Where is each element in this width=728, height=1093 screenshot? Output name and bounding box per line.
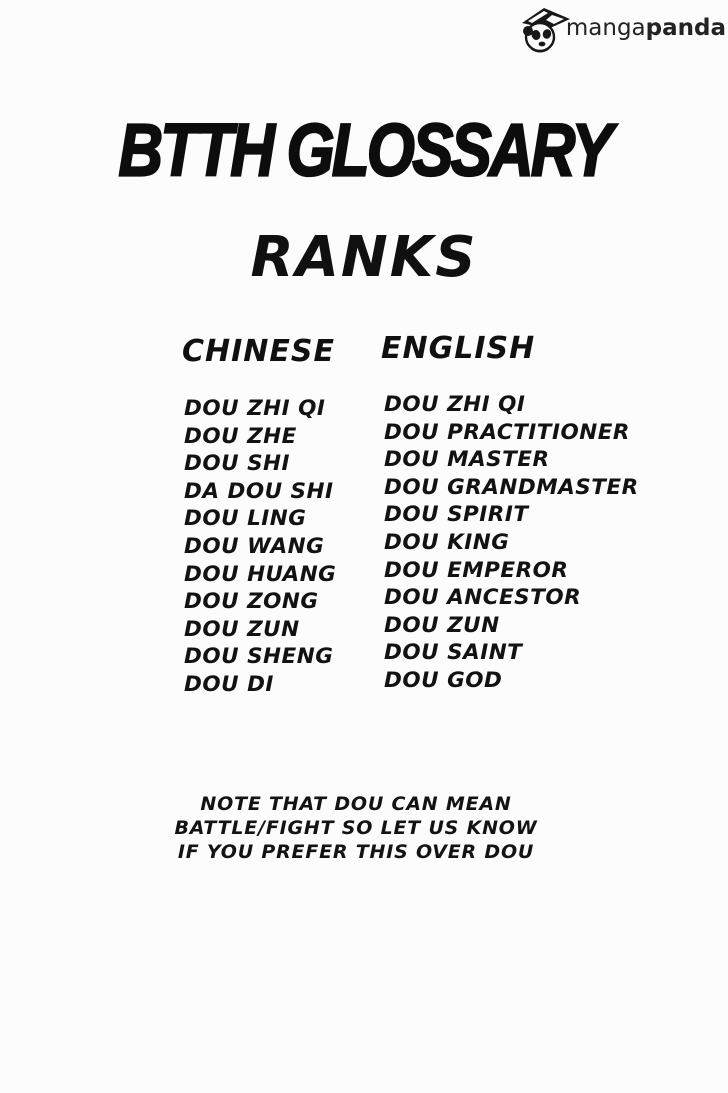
rank-item-english: DOU ZHI QI [384, 392, 526, 417]
rank-item-english: DOU ANCESTOR [384, 585, 582, 611]
rank-item-english: DOU GRANDMASTER [384, 474, 639, 500]
note-line: IF YOU PREFER THIS OVER DOU [177, 841, 535, 863]
rank-item-english: DOU ZUN [384, 612, 500, 638]
mangapanda-logo [514, 6, 726, 56]
section-subtitle: RANKS [250, 225, 478, 290]
rank-item-chinese: DOU WANG [184, 533, 325, 559]
rank-item-chinese: DA DOU SHI [184, 478, 334, 504]
rank-item-chinese: DOU LING [184, 506, 307, 532]
page-title-text: BTTH GLOSSARY [118, 108, 610, 192]
note-line: BATTLE/FIGHT SO LET US KNOW [174, 817, 538, 839]
logo-text-manga: manga [565, 15, 646, 41]
rank-item-chinese: DOU SHI [184, 451, 291, 477]
rank-item-chinese: DOU DI [184, 671, 274, 697]
note-line: NOTE THAT DOU CAN MEAN [200, 793, 512, 815]
rank-item-english: DOU MASTER [384, 447, 550, 473]
rank-item-chinese: DOU HUANG [184, 561, 337, 587]
page-title [0, 108, 728, 192]
rank-item-english: DOU KING [384, 529, 510, 555]
rank-item-chinese: DOU SHENG [184, 644, 334, 670]
column-header-chinese: CHINESE [182, 334, 335, 369]
translator-note [0, 792, 712, 864]
column-header-english: ENGLISH [381, 331, 536, 366]
panda-with-hat-icon [514, 7, 572, 55]
rank-item-english: DOU SAINT [384, 640, 523, 666]
rank-item-english: DOU PRACTITIONER [384, 419, 630, 445]
english-rank-list [384, 391, 639, 695]
rank-item-english: DOU GOD [384, 667, 503, 693]
rank-item-chinese: DOU ZUN [184, 616, 300, 642]
rank-item-chinese: DOU ZONG [184, 589, 319, 615]
rank-item-chinese: DOU ZHE [184, 423, 297, 449]
logo-text-panda: panda [645, 15, 726, 41]
chinese-rank-list [184, 395, 336, 699]
logo-wordmark [566, 15, 726, 47]
rank-item-english: DOU EMPEROR [384, 557, 569, 583]
rank-item-english: DOU SPIRIT [384, 502, 529, 528]
rank-item-chinese: DOU ZHI QI [184, 396, 326, 421]
